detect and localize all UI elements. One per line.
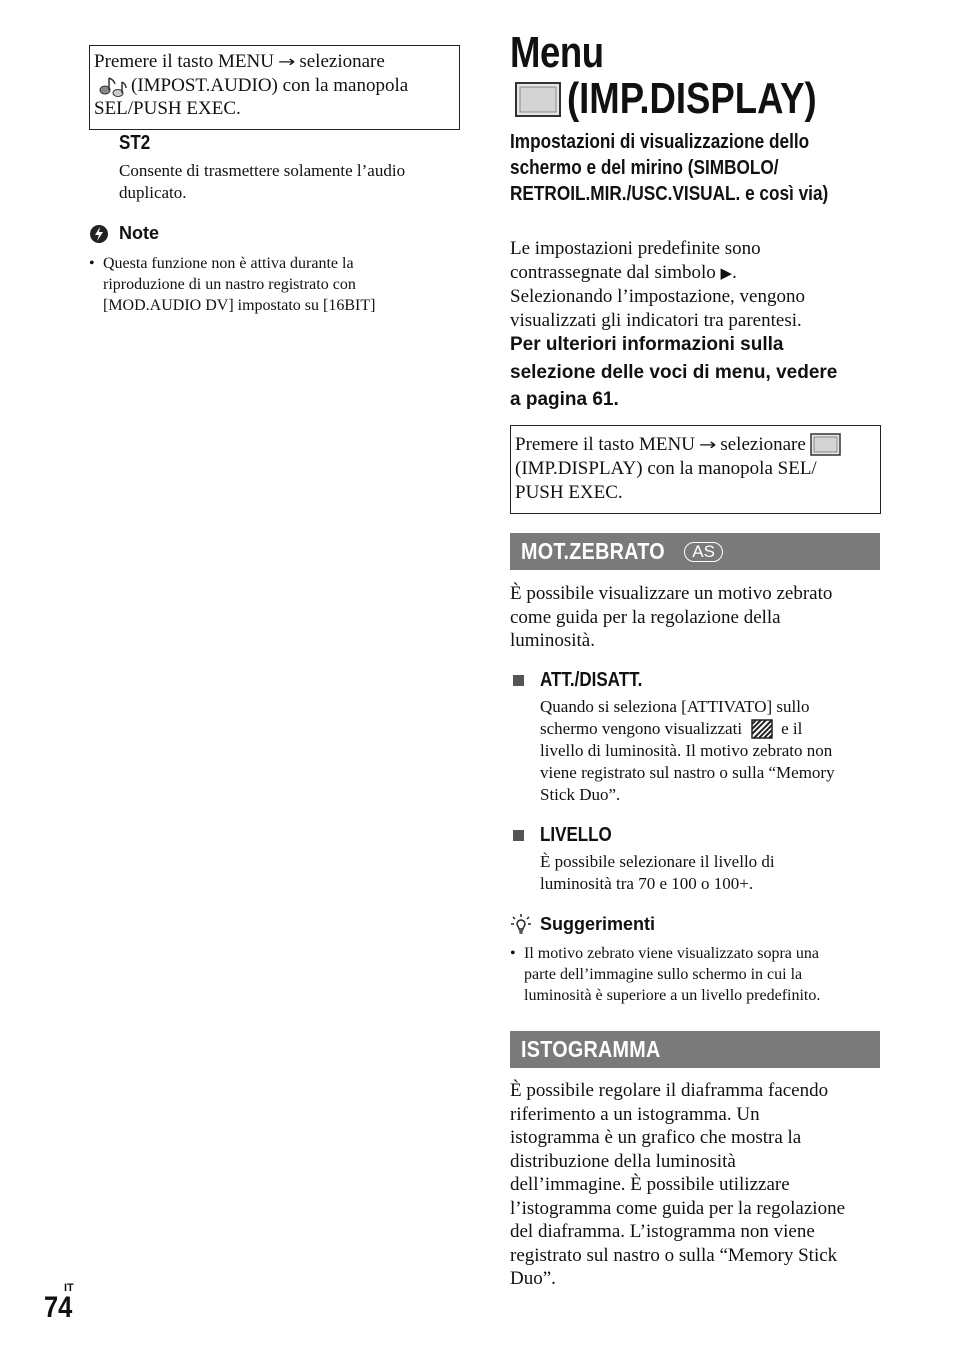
note-exclamation-icon <box>89 224 109 244</box>
square-bullet-icon <box>513 675 524 686</box>
audio-notes-icon <box>96 75 128 97</box>
note-bullet: • Questa funzione non è attiva durante la riproduzione di un nastro registrato con [MOD.AUDIO DV] impostato su [16BIT] <box>89 255 376 314</box>
tips-bullet: • Il motivo zebrato viene visualizzato sopra una parte dell’immagine sullo schermo in cui la luminosità è superiore a un livello predefinito. <box>510 945 821 1004</box>
section-zebra-header: MOT.ZEBRATO AS <box>510 533 880 570</box>
display-settings-icon <box>810 433 842 457</box>
display-instruction-box: Premere il tasto MENU → selezionare (IMP.DISPLAY) con la manopola SEL/ PUSH EXEC. <box>510 425 881 514</box>
arrow-right-icon: → <box>698 435 717 455</box>
histogram-text: È possibile regolare il diaframma facendo riferimento a un istogramma. Un istogramma è un grafico che mostra la distribuzione della luminosità dell’immagine. È possibile utilizzare l’istogramma come guida per la regolazione del diaframma. L’istogramma non viene registrato sul nastro o sulla “Memory Stick Duo”. <box>510 1080 846 1289</box>
instruction-line-2: (IMPOST.AUDIO) con la manopola <box>94 74 459 98</box>
st2-heading: ST2 <box>119 132 151 154</box>
language-code: IT <box>64 1282 74 1294</box>
square-bullet-icon <box>513 830 524 841</box>
instruction-line-1: Premere il tasto MENU → selezionare <box>94 51 385 72</box>
section-histogram-header: ISTOGRAMMA <box>510 1031 880 1068</box>
default-marker-icon: ▶ <box>720 263 733 282</box>
option-livello-text: È possibile selezionare il livello di luminosità tra 70 e 100 o 100+. <box>540 852 775 893</box>
audio-instruction-box <box>89 45 460 130</box>
note-heading-row: Note <box>89 223 159 244</box>
page-title-line-1: Menu <box>510 28 604 77</box>
page-title-line-2: (IMP.DISPLAY) <box>515 74 868 124</box>
auto-setting-badge: AS <box>684 542 723 562</box>
page-subtitle: Impostazioni di visualizzazione dello schermo e del mirino (SIMBOLO/ RETROIL.MIR./USC.VISUAL. e così via) <box>510 131 829 205</box>
tips-heading-row: Suggerimenti <box>510 913 655 935</box>
instruction-line-3: SEL/PUSH EXEC. <box>94 98 241 120</box>
zebra-intro: È possibile visualizzare un motivo zebrato come guida per la regolazione della luminosità. <box>510 583 833 651</box>
page-number: 74 <box>44 1291 73 1324</box>
option-livello-heading: LIVELLO <box>513 824 624 847</box>
display-settings-icon <box>515 79 561 119</box>
lightbulb-icon <box>510 913 532 935</box>
st2-description: Consente di trasmettere solamente l’audio duplicato. <box>119 161 406 202</box>
option-att-disatt-text: Quando si seleziona [ATTIVATO] sullo schermo vengono visualizzati e il livello di luminosità. Il motivo zebrato non viene registrato sul nastro o sulla “Memory Stick Duo”. <box>540 697 835 804</box>
intro-text: Le impostazioni predefinite sono contrassegnate dal simbolo ▶. Selezionando l’impostazione, vengono visualizzati gli indicatori tra parentesi. <box>510 238 805 331</box>
menu-reference-note: Per ulteriori informazioni sulla selezione delle voci di menu, vedere a pagina 61. <box>510 334 838 410</box>
zebra-indicator-icon <box>751 719 773 739</box>
option-att-disatt-heading: ATT./DISATT. <box>513 669 660 692</box>
arrow-right-icon: → <box>277 52 296 71</box>
